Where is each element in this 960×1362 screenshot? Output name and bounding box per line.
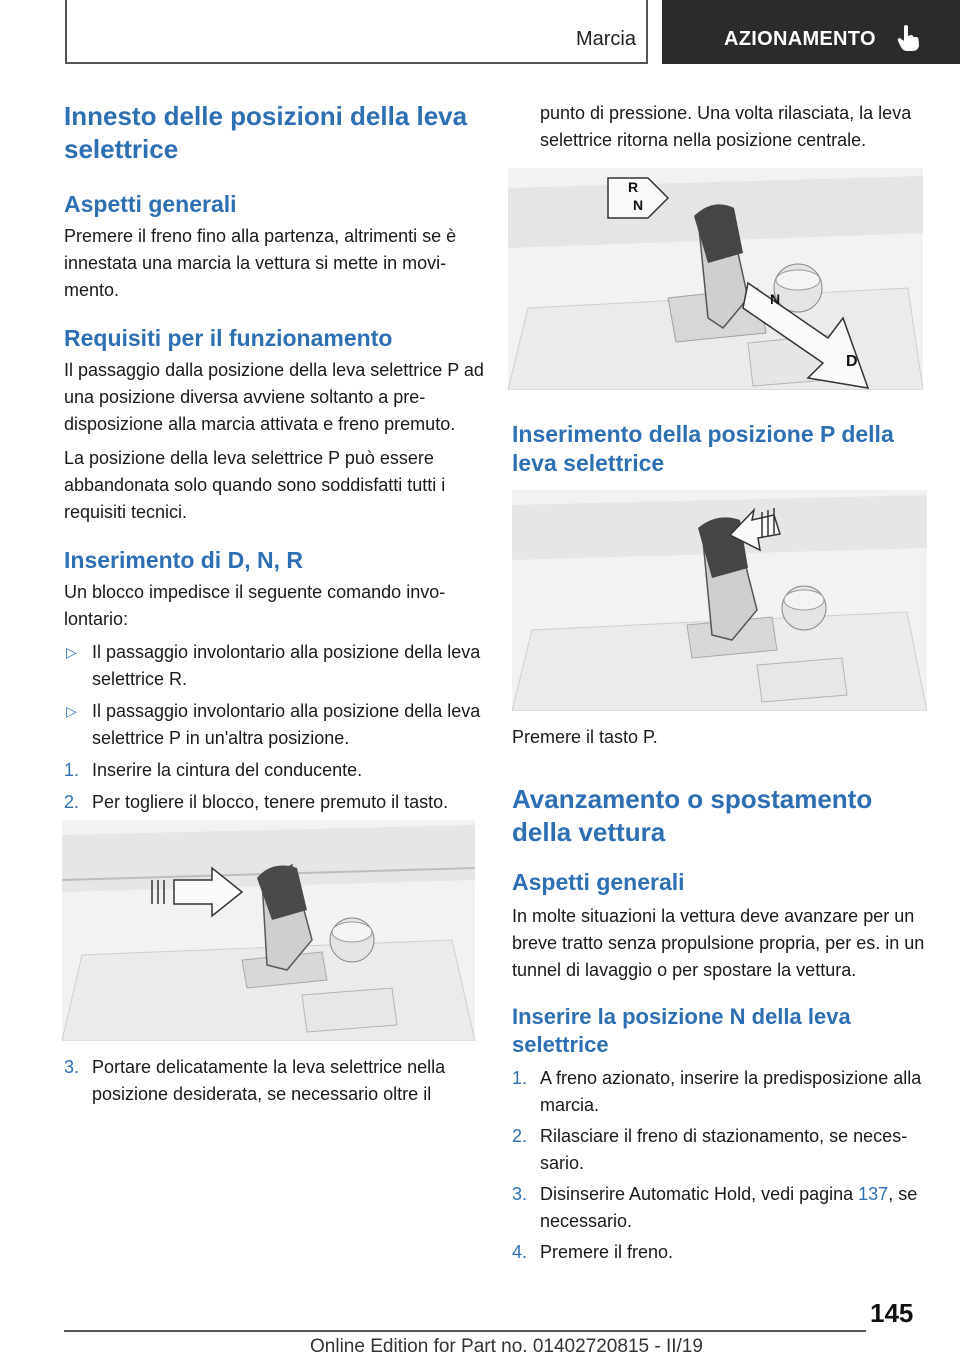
step-text: Portare delicatamente la leva selettrice nella posizione desiderata, se necessario oltre il [92,1057,446,1104]
step-item [64,757,484,784]
page-number: 145 [870,1298,914,1328]
chapter-tab[interactable] [662,0,960,64]
shift-label-n-top: N [633,197,644,213]
step-number: 3. [64,1057,80,1077]
step-text: Premere il freno. [540,1242,674,1262]
step-number: 2. [64,792,80,812]
step-number: 1. [512,1068,528,1088]
n-steps [512,1065,932,1266]
step-text: A freno azionato, inserire la predisposizione alla marcia. [540,1068,922,1115]
bullet-text: Il passaggio involontario alla posizione della leva selettrice P in un'altra posizione. [92,701,481,748]
shift-label-d: D [846,353,858,370]
shift-label-r: R [628,179,639,195]
continued-text-body: punto di pressione. Una volta rilasciata, la leva selettrice ritorna nella posizione centrale. [540,103,912,150]
page-link[interactable]: 137 [858,1184,889,1204]
step-text-before: Disinserire Automatic Hold, vedi pagina [540,1184,859,1204]
move-general-text: In molte situazioni la vettura deve avanzare per un breve tratto senza propulsione propria, per es. in un tunnel di lavaggio o per spostare la vettura. [512,906,925,980]
triangle-bullet-icon: ▷ [66,703,77,719]
left-column [64,100,484,816]
section-label: Marcia [575,28,636,50]
step-item [64,1054,512,1108]
step-text: Rilasciare il freno di stazionamento, se necessario. [540,1126,908,1173]
step-text: Inserire la cintura del conducente. [92,760,363,780]
figure-p-button [512,490,927,711]
park-heading: Inserimento della posizione P della leva selettrice [512,421,894,476]
hand-pointer-icon [895,24,921,52]
list-item [64,639,484,693]
step-text-after: , se necessario. [540,1184,918,1231]
step-item [512,1065,932,1119]
step-item [512,1123,932,1177]
step-item [64,789,484,816]
general-text: Premere il freno fino alla partenza, altrimenti se è innestata una marcia la vettura si mette in movimento. [64,226,457,300]
triangle-bullet-icon: ▷ [66,644,77,660]
requirements-text-1: Il passaggio dalla posizione della leva selettrice P ad una posizione diversa avviene soltanto a predisposizione alla marcia attivata e freno premuto. [64,360,484,434]
dnr-text: Un blocco impedisce il seguente comando involontario: [64,582,446,629]
n-heading: Inserire la posizione N della leva selettrice [512,1004,851,1057]
chapter-tab-label: AZIONAMENTO [724,28,876,50]
move-general-heading: Aspetti generali [512,869,685,895]
figure-shift-positions [508,168,923,390]
requirements-heading: Requisiti per il funzionamento [64,325,393,351]
step-item [512,1239,932,1266]
footer-divider [64,1330,866,1332]
park-text: Premere il tasto P. [512,727,658,747]
bullet-text: Il passaggio involontario alla posizione della leva selettrice R. [92,642,481,689]
requirements-text-2: La posizione della leva selettrice P può essere abbandonata solo quando sono soddisfatti tutti i requisiti tecnici. [64,448,446,522]
step-number: 1. [64,760,80,780]
step-number: 4. [512,1242,528,1262]
continued-text [512,100,932,154]
figure-press-button [62,820,475,1041]
right-column [512,100,932,154]
step-number: 2. [512,1126,528,1146]
move-title: Avanzamento o spostamento della vettura [512,784,873,847]
step-number: 3. [512,1184,528,1204]
footer-edition: Online Edition for Part no. 01402720815 - II/19 [310,1336,703,1357]
step-text: Per togliere il blocco, tenere premuto il tasto. [92,792,449,812]
general-heading: Aspetti generali [64,191,237,217]
step-item [512,1181,932,1235]
dnr-heading: Inserimento di D, N, R [64,547,303,573]
shift-label-n: N [770,291,781,307]
list-item [64,698,484,752]
page-title: Innesto delle posizioni della leva selettrice [64,101,468,164]
